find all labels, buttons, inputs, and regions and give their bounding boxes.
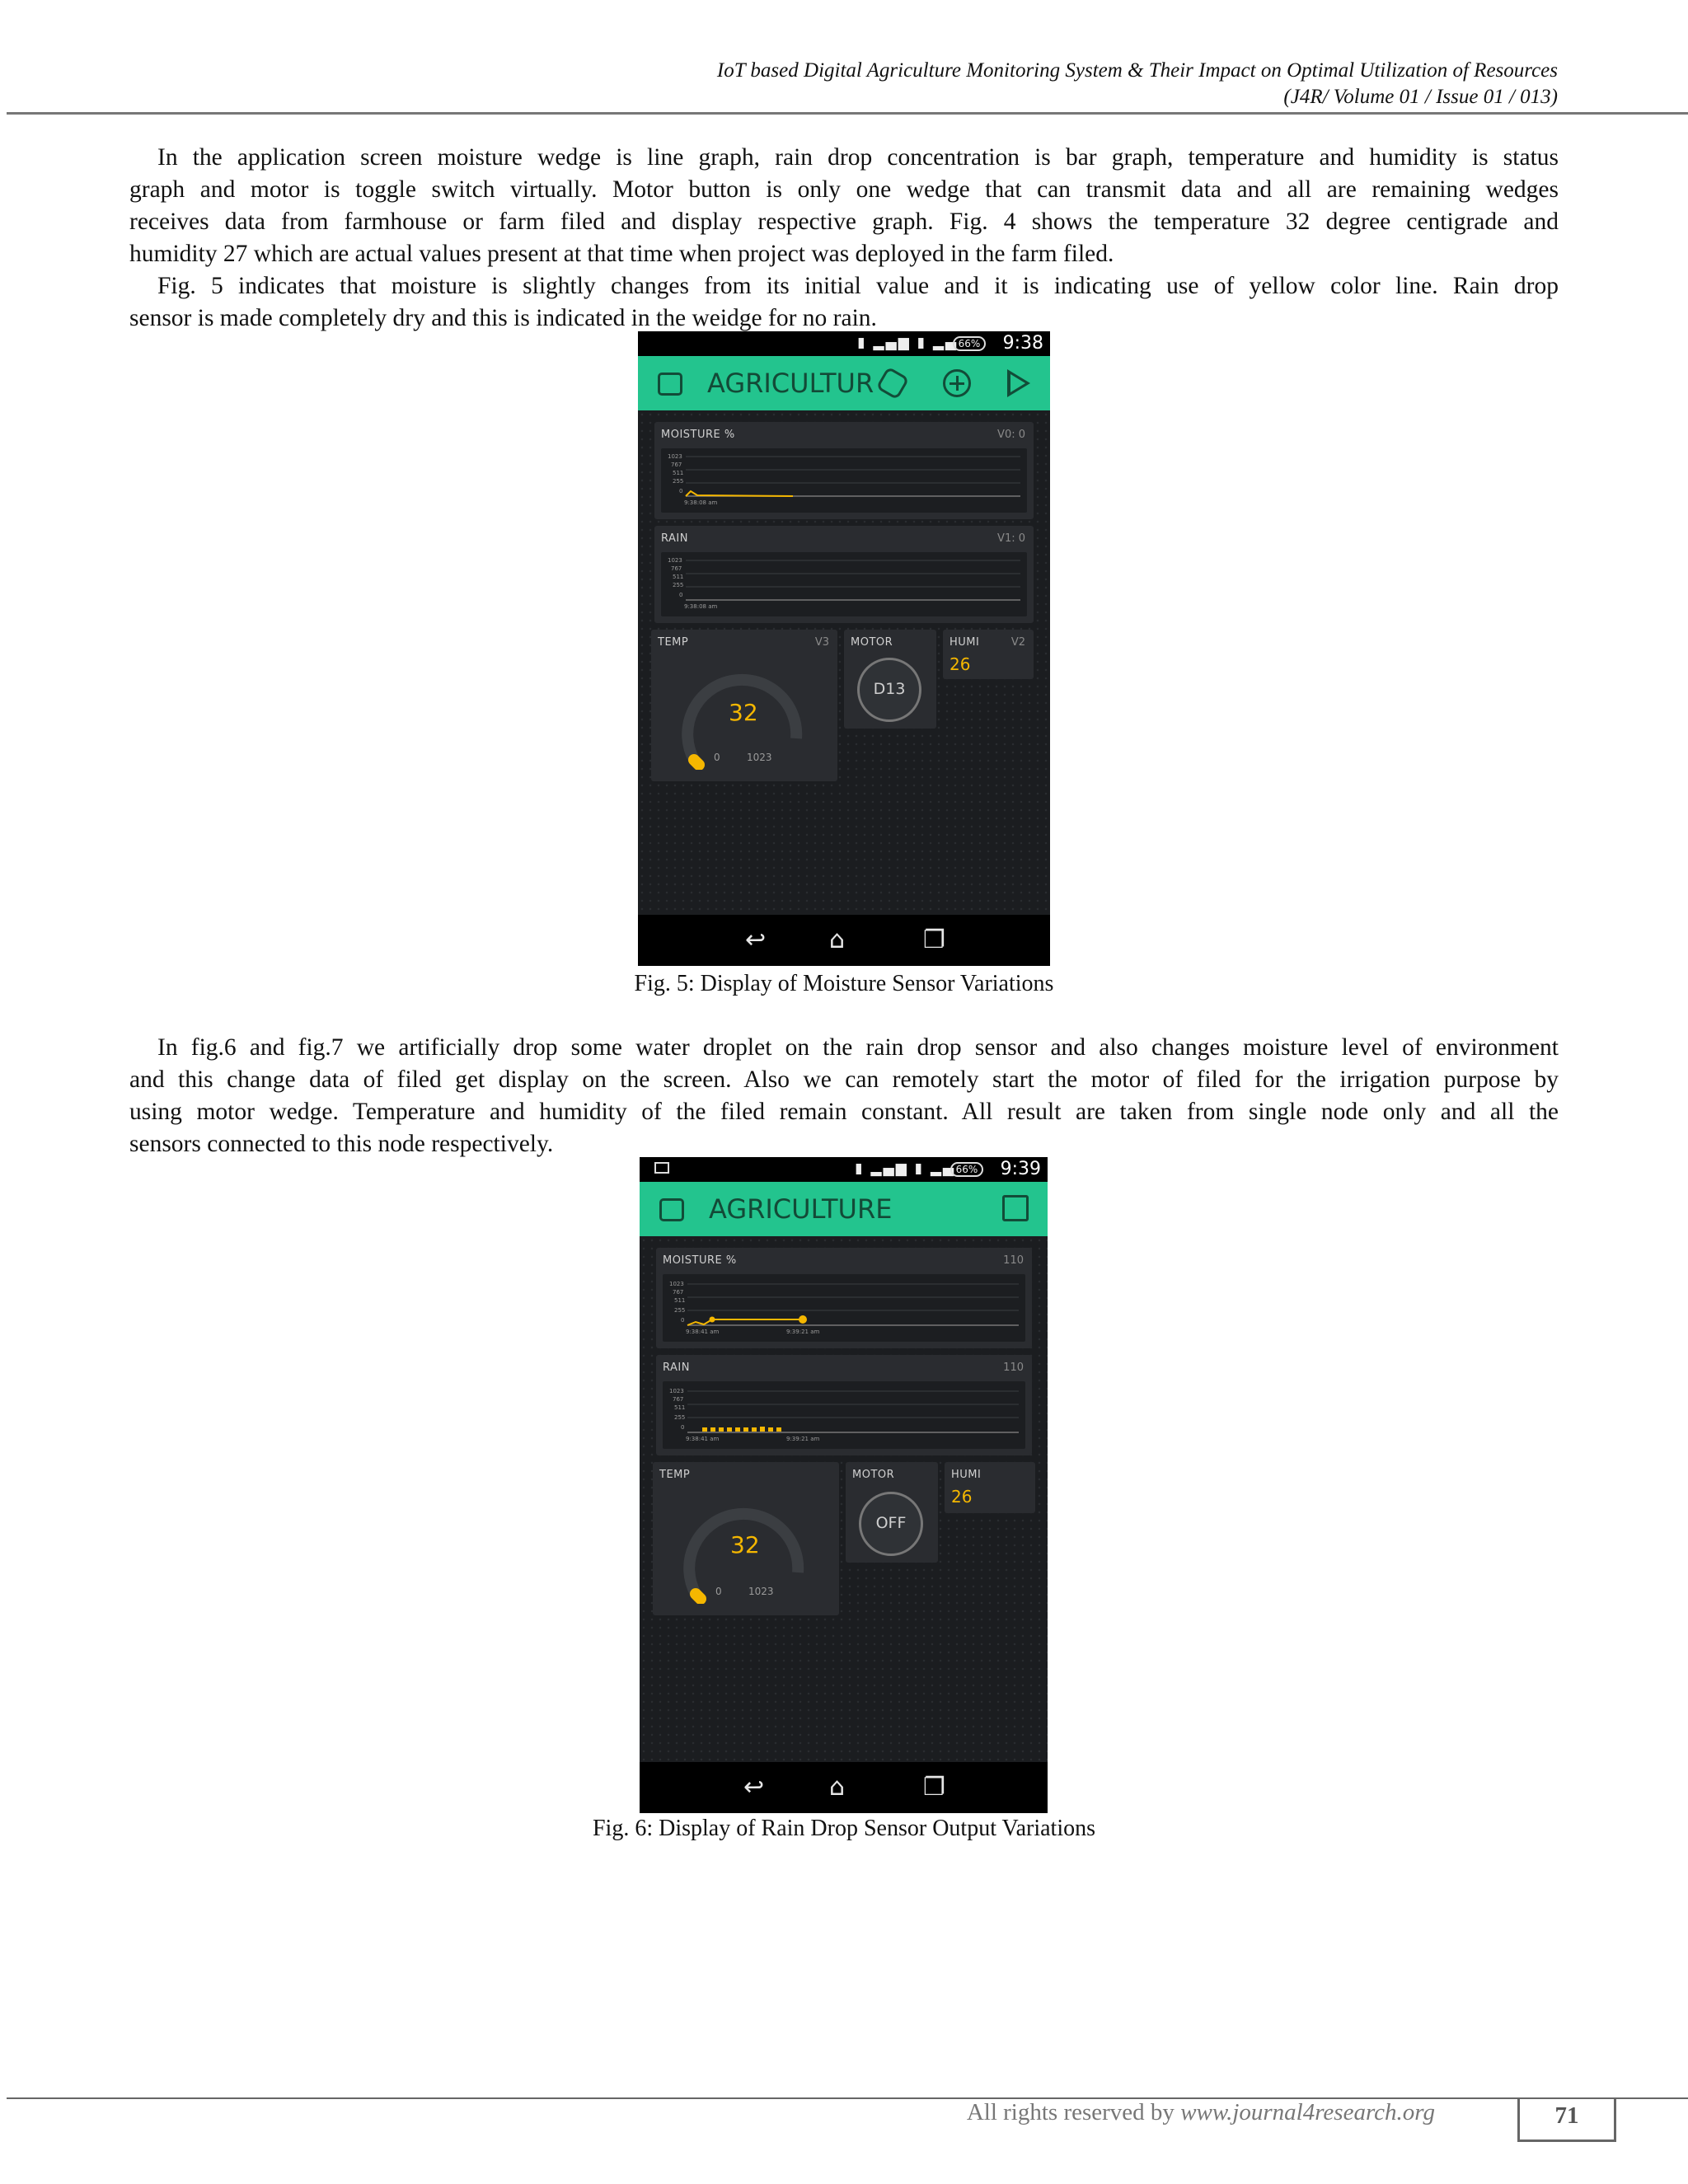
footer-rights: All rights reserved by xyxy=(966,2099,1181,2125)
paragraph-line: using motor wedge. Temperature and humidity of the filed remain constant. All result are taken from single node only and all the xyxy=(129,1099,1559,1125)
motor-button-label: OFF xyxy=(875,1514,907,1532)
widget-pin: V2 xyxy=(1010,636,1025,649)
paragraph-line: graph and motor is toggle switch virtually. Motor button is only one wedge that can transmit data and all are remaining wedges xyxy=(129,176,1559,203)
widget-pin: 110 xyxy=(1003,1361,1024,1374)
widget-label: TEMP xyxy=(659,1469,691,1481)
board-icon[interactable] xyxy=(659,1198,684,1221)
rain-bar xyxy=(710,1427,715,1432)
add-widget-icon[interactable] xyxy=(943,369,971,397)
moisture-graph-widget[interactable] xyxy=(654,422,1034,519)
moisture-series-line xyxy=(686,491,793,496)
rain-bar xyxy=(752,1427,757,1432)
notification-icon xyxy=(654,1162,669,1174)
x-time-label: 9:38:41 am xyxy=(686,1329,720,1335)
rain-chart-svg xyxy=(663,1381,1025,1449)
signal-icons: ▮ ▂▄▆ ▮ ▂▄ xyxy=(857,335,958,351)
y-tick-label: 255 xyxy=(673,478,684,485)
moisture-chart-svg xyxy=(663,1274,1025,1342)
paragraph-line: sensor is made completely dry and this is indicated in the weidge for no rain. xyxy=(129,305,877,331)
app-title: AGRICULTUR xyxy=(707,368,874,399)
widget-label: HUMI xyxy=(950,636,980,649)
y-tick-label: 511 xyxy=(673,470,684,476)
play-icon[interactable] xyxy=(1007,369,1030,397)
temp-gauge-widget[interactable] xyxy=(651,630,837,781)
paragraph-line: humidity 27 which are actual values present at that time when project was deployed in the farm filed. xyxy=(129,241,1114,267)
rain-plot xyxy=(663,1381,1025,1449)
page-number: 71 xyxy=(1554,2102,1579,2129)
back-icon[interactable]: ↩ xyxy=(745,926,767,954)
data-point xyxy=(710,1317,715,1323)
recents-icon[interactable]: ❐ xyxy=(923,926,945,954)
running-header xyxy=(717,58,1558,110)
rain-bar xyxy=(702,1427,707,1432)
y-tick-label: 767 xyxy=(673,1396,684,1403)
moisture-graph-widget[interactable] xyxy=(656,1248,1032,1348)
rain-graph-widget[interactable] xyxy=(656,1355,1032,1455)
temp-value: 32 xyxy=(729,699,758,726)
moisture-plot xyxy=(661,448,1027,513)
figure-6-caption: Fig. 6: Display of Rain Drop Sensor Output Variations xyxy=(592,1816,1095,1841)
widget-pin: 110 xyxy=(1003,1254,1024,1267)
y-tick-label: 0 xyxy=(681,1317,685,1324)
app-bar xyxy=(638,356,1050,410)
app-title: AGRICULTURE xyxy=(709,1193,893,1225)
rain-bar xyxy=(719,1427,724,1432)
y-tick-label: 767 xyxy=(671,462,682,468)
y-tick-label: 767 xyxy=(671,565,682,572)
y-tick-label: 255 xyxy=(674,1307,686,1314)
nav-bar xyxy=(638,915,1050,966)
temp-value: 32 xyxy=(730,1531,760,1558)
rain-plot xyxy=(661,552,1027,616)
rain-graph-widget[interactable] xyxy=(654,526,1034,623)
back-icon[interactable]: ↩ xyxy=(743,1773,765,1802)
status-bar xyxy=(640,1157,1048,1182)
header-rule xyxy=(7,112,1688,115)
dashboard-canvas xyxy=(640,1236,1048,1762)
widget-label: RAIN xyxy=(661,532,688,545)
gauge-fill xyxy=(694,760,699,765)
humi-display-widget[interactable] xyxy=(943,630,1034,679)
footer-text xyxy=(967,2099,1435,2126)
humi-value: 26 xyxy=(950,654,971,674)
motor-button-widget[interactable] xyxy=(844,630,936,729)
paragraph-line: In fig.6 and fig.7 we artificially drop some water droplet on the rain drop sensor and also changes moisture level of environment xyxy=(157,1034,1559,1061)
figure-5-caption: Fig. 5: Display of Moisture Sensor Variations xyxy=(634,971,1054,996)
x-time-label: 9:38:41 am xyxy=(686,1436,720,1442)
y-tick-label: 767 xyxy=(673,1289,684,1296)
gauge-min: 0 xyxy=(714,752,720,763)
motor-toggle-button[interactable] xyxy=(859,1492,923,1556)
widget-label: RAIN xyxy=(663,1361,690,1374)
paragraph-line: receives data from farmhouse or farm filed and display respective graph. Fig. 4 shows the temperature 32 degree centigrade and xyxy=(129,209,1559,235)
signal-icons: ▮ ▂▄▆ ▮ ▂▄ xyxy=(855,1160,955,1177)
paragraph-line: and this change data of filed get display on the screen. Also we can remotely start the motor of filed for the irrigation purpose by xyxy=(129,1066,1559,1093)
gauge-max: 1023 xyxy=(748,1586,774,1597)
footer-rule xyxy=(7,2097,1688,2099)
battery-icon: 66% xyxy=(953,336,986,351)
rain-bar xyxy=(776,1427,781,1432)
temp-gauge-widget[interactable] xyxy=(653,1462,839,1615)
x-time-label: 9:38:08 am xyxy=(684,603,718,610)
figure-5-screenshot xyxy=(638,331,1050,966)
moisture-series-line xyxy=(687,1319,803,1325)
widget-pin: V0: 0 xyxy=(997,429,1025,441)
board-icon[interactable] xyxy=(658,373,682,396)
y-tick-label: 255 xyxy=(673,582,684,588)
y-tick-label: 1023 xyxy=(669,1281,684,1287)
paragraph-line: Fig. 5 indicates that moisture is slightly changes from its initial value and it is indicating use of yellow color line. Rain drop xyxy=(157,273,1559,299)
data-point xyxy=(799,1315,807,1324)
y-tick-label: 511 xyxy=(673,574,684,580)
x-time-label: 9:39:21 am xyxy=(786,1329,820,1335)
widget-label: TEMP xyxy=(658,636,689,649)
motor-toggle-button[interactable] xyxy=(857,658,921,722)
moisture-plot xyxy=(663,1274,1025,1342)
rain-bar xyxy=(743,1427,748,1432)
widget-label: MOISTURE % xyxy=(661,429,735,441)
motor-button-widget[interactable] xyxy=(846,1462,938,1563)
header-issue: (J4R/ Volume 01 / Issue 01 / 013) xyxy=(1283,86,1558,108)
header-title: IoT based Digital Agriculture Monitoring System & Their Impact on Optimal Utilization of Resources xyxy=(716,59,1558,82)
rain-bars xyxy=(702,1427,781,1432)
y-tick-label: 255 xyxy=(674,1414,686,1421)
rain-bar xyxy=(760,1427,765,1432)
status-bar xyxy=(638,331,1050,356)
widget-label: MOTOR xyxy=(852,1469,895,1481)
settings-icon[interactable] xyxy=(876,367,910,401)
footer-site-link[interactable]: www.journal4research.org xyxy=(1180,2099,1435,2125)
gauge-min: 0 xyxy=(715,1586,722,1597)
widget-label: MOTOR xyxy=(851,636,893,649)
recents-icon[interactable]: ❐ xyxy=(923,1773,945,1802)
rain-bar xyxy=(768,1427,773,1432)
y-tick-label: 0 xyxy=(681,1424,685,1431)
humi-value: 26 xyxy=(951,1487,973,1507)
gauge-fill xyxy=(696,1594,701,1599)
x-time-label: 9:38:08 am xyxy=(684,499,718,506)
widget-label: HUMI xyxy=(951,1469,982,1481)
paragraph-1 xyxy=(129,142,1559,335)
figure-6-screenshot xyxy=(640,1157,1048,1813)
x-time-label: 9:39:21 am xyxy=(786,1436,820,1442)
rain-bar xyxy=(727,1427,732,1432)
y-tick-label: 0 xyxy=(679,488,683,494)
home-icon[interactable]: ⌂ xyxy=(829,1773,846,1802)
stop-icon[interactable] xyxy=(1002,1195,1029,1221)
y-tick-label: 511 xyxy=(674,1297,686,1304)
gauge-max: 1023 xyxy=(747,752,772,763)
motor-button-label: D13 xyxy=(873,680,906,698)
moisture-chart-svg xyxy=(661,448,1027,513)
paragraph-line: In the application screen moisture wedge is line graph, rain drop concentration is bar graph, temperature and humidity is status xyxy=(157,144,1559,171)
home-icon[interactable]: ⌂ xyxy=(829,926,846,954)
paragraph-3 xyxy=(129,1032,1559,1160)
widget-pin: V3 xyxy=(814,636,829,649)
rain-bar xyxy=(735,1427,740,1432)
rain-chart-svg xyxy=(661,552,1027,616)
y-tick-label: 1023 xyxy=(669,1388,684,1394)
y-tick-label: 1023 xyxy=(668,453,682,460)
humi-display-widget[interactable] xyxy=(945,1462,1035,1513)
status-time: 9:38 xyxy=(1002,333,1043,354)
y-tick-label: 1023 xyxy=(668,557,682,564)
dashboard-canvas xyxy=(638,410,1050,915)
y-tick-label: 511 xyxy=(674,1404,686,1411)
paragraph-line: sensors connected to this node respectively. xyxy=(129,1131,554,1157)
y-tick-label: 0 xyxy=(679,592,683,598)
nav-bar xyxy=(640,1762,1048,1813)
status-time: 9:39 xyxy=(1000,1159,1041,1179)
widget-label: MOISTURE % xyxy=(663,1254,737,1267)
battery-icon: 66% xyxy=(950,1162,983,1177)
widget-pin: V1: 0 xyxy=(997,532,1025,545)
app-bar xyxy=(640,1182,1048,1236)
